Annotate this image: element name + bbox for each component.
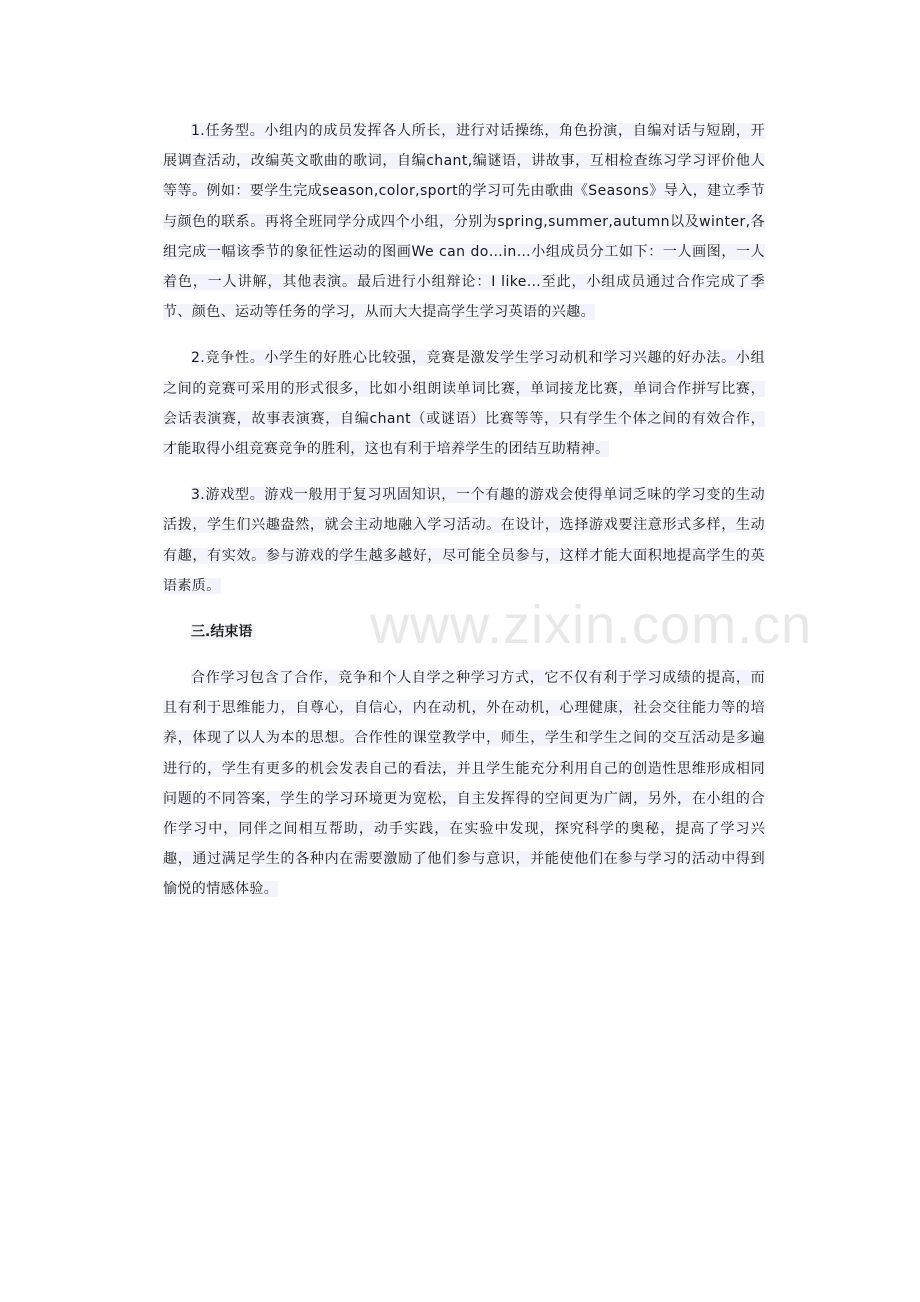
- paragraph-game-type-text: 3.游戏型。游戏一般用于复习巩固知识，一个有趣的游戏会使得单词乏味的学习变的生动活拨，学生们兴趣盎然，就会主动地融入学习活动。在设计，选择游戏要注意形式多样，生动有趣，有实效。参与游戏的学生越多越好，尽可能全员参与，这样才能大面积地提高学生的英语素质。: [163, 487, 765, 594]
- paragraph-task-type-text: 1.任务型。小组内的成员发挥各人所长，进行对话操练，角色扮演，自编对话与短剧，开展调查活动，改编英文歌曲的歌词，自编chant,编谜语，讲故事，互相检查练习学习评价他人等等。例如：要学生完成season,color,sport的学习可先由歌曲《Seasons》导入，建立季节与颜色的联系。再将全班同学分成四个小组，分别为spring,summer,autumn以及winter,各组完成一幅该季节的象征性运动的图画We can do…in…小组成员分工如下：一人画图，一人着色，一人讲解，其他表演。最后进行小组辩论：I like…至此，小组成员通过合作完成了季节、颜色、运动等任务的学习，从而大大提高学生学习英语的兴趣。: [163, 123, 765, 321]
- paragraph-competition-type-text: 2.竞争性。小学生的好胜心比较强，竞赛是激发学生学习动机和学习兴趣的好办法。小组之间的竞赛可采用的形式很多，比如小组朗读单词比赛，单词接龙比赛，单词合作拼写比赛，会话表演赛，故事表演赛，自编chant（或谜语）比赛等等，只有学生个体之间的有效合作，才能取得小组竞赛竞争的胜利，这也有利于培养学生的团结互助精神。: [163, 350, 765, 458]
- section-heading-conclusion: [163, 617, 765, 647]
- paragraph-task-type: [163, 116, 765, 327]
- paragraph-conclusion-text: 合作学习包含了合作，竞争和个人自学之种学习方式，它不仅有利于学习成绩的提高，而且有利于思维能力，自尊心，自信心，内在动机，外在动机，心理健康，社会交往能力等的培养，体现了以人为本的思想。合作性的课堂教学中，师生，学生和学生之间的交互活动是多遍进行的，学生有更多的机会发表自己的看法，并且学生能充分利用自己的创造性思维形成相同问题的不同答案，学生的学习环境更为宽松，自主发挥得的空间更为广阔，另外，在小组的合作学习中，同伴之间相互帮助，动手实践，在实验中发现，探究科学的奥秘，提高了学习兴趣，通过满足学生的各种内在需要激励了他们参与意识，并能使他们在参与学习的活动中得到愉悦的情感体验。: [163, 670, 765, 898]
- section-heading-conclusion-text: 三.结束语: [191, 624, 256, 640]
- document-body: [163, 116, 765, 905]
- paragraph-conclusion: [163, 663, 765, 905]
- watermark: www.zixin.com.cn: [370, 595, 813, 655]
- paragraph-game-type: [163, 480, 765, 601]
- paragraph-competition-type: [163, 343, 765, 464]
